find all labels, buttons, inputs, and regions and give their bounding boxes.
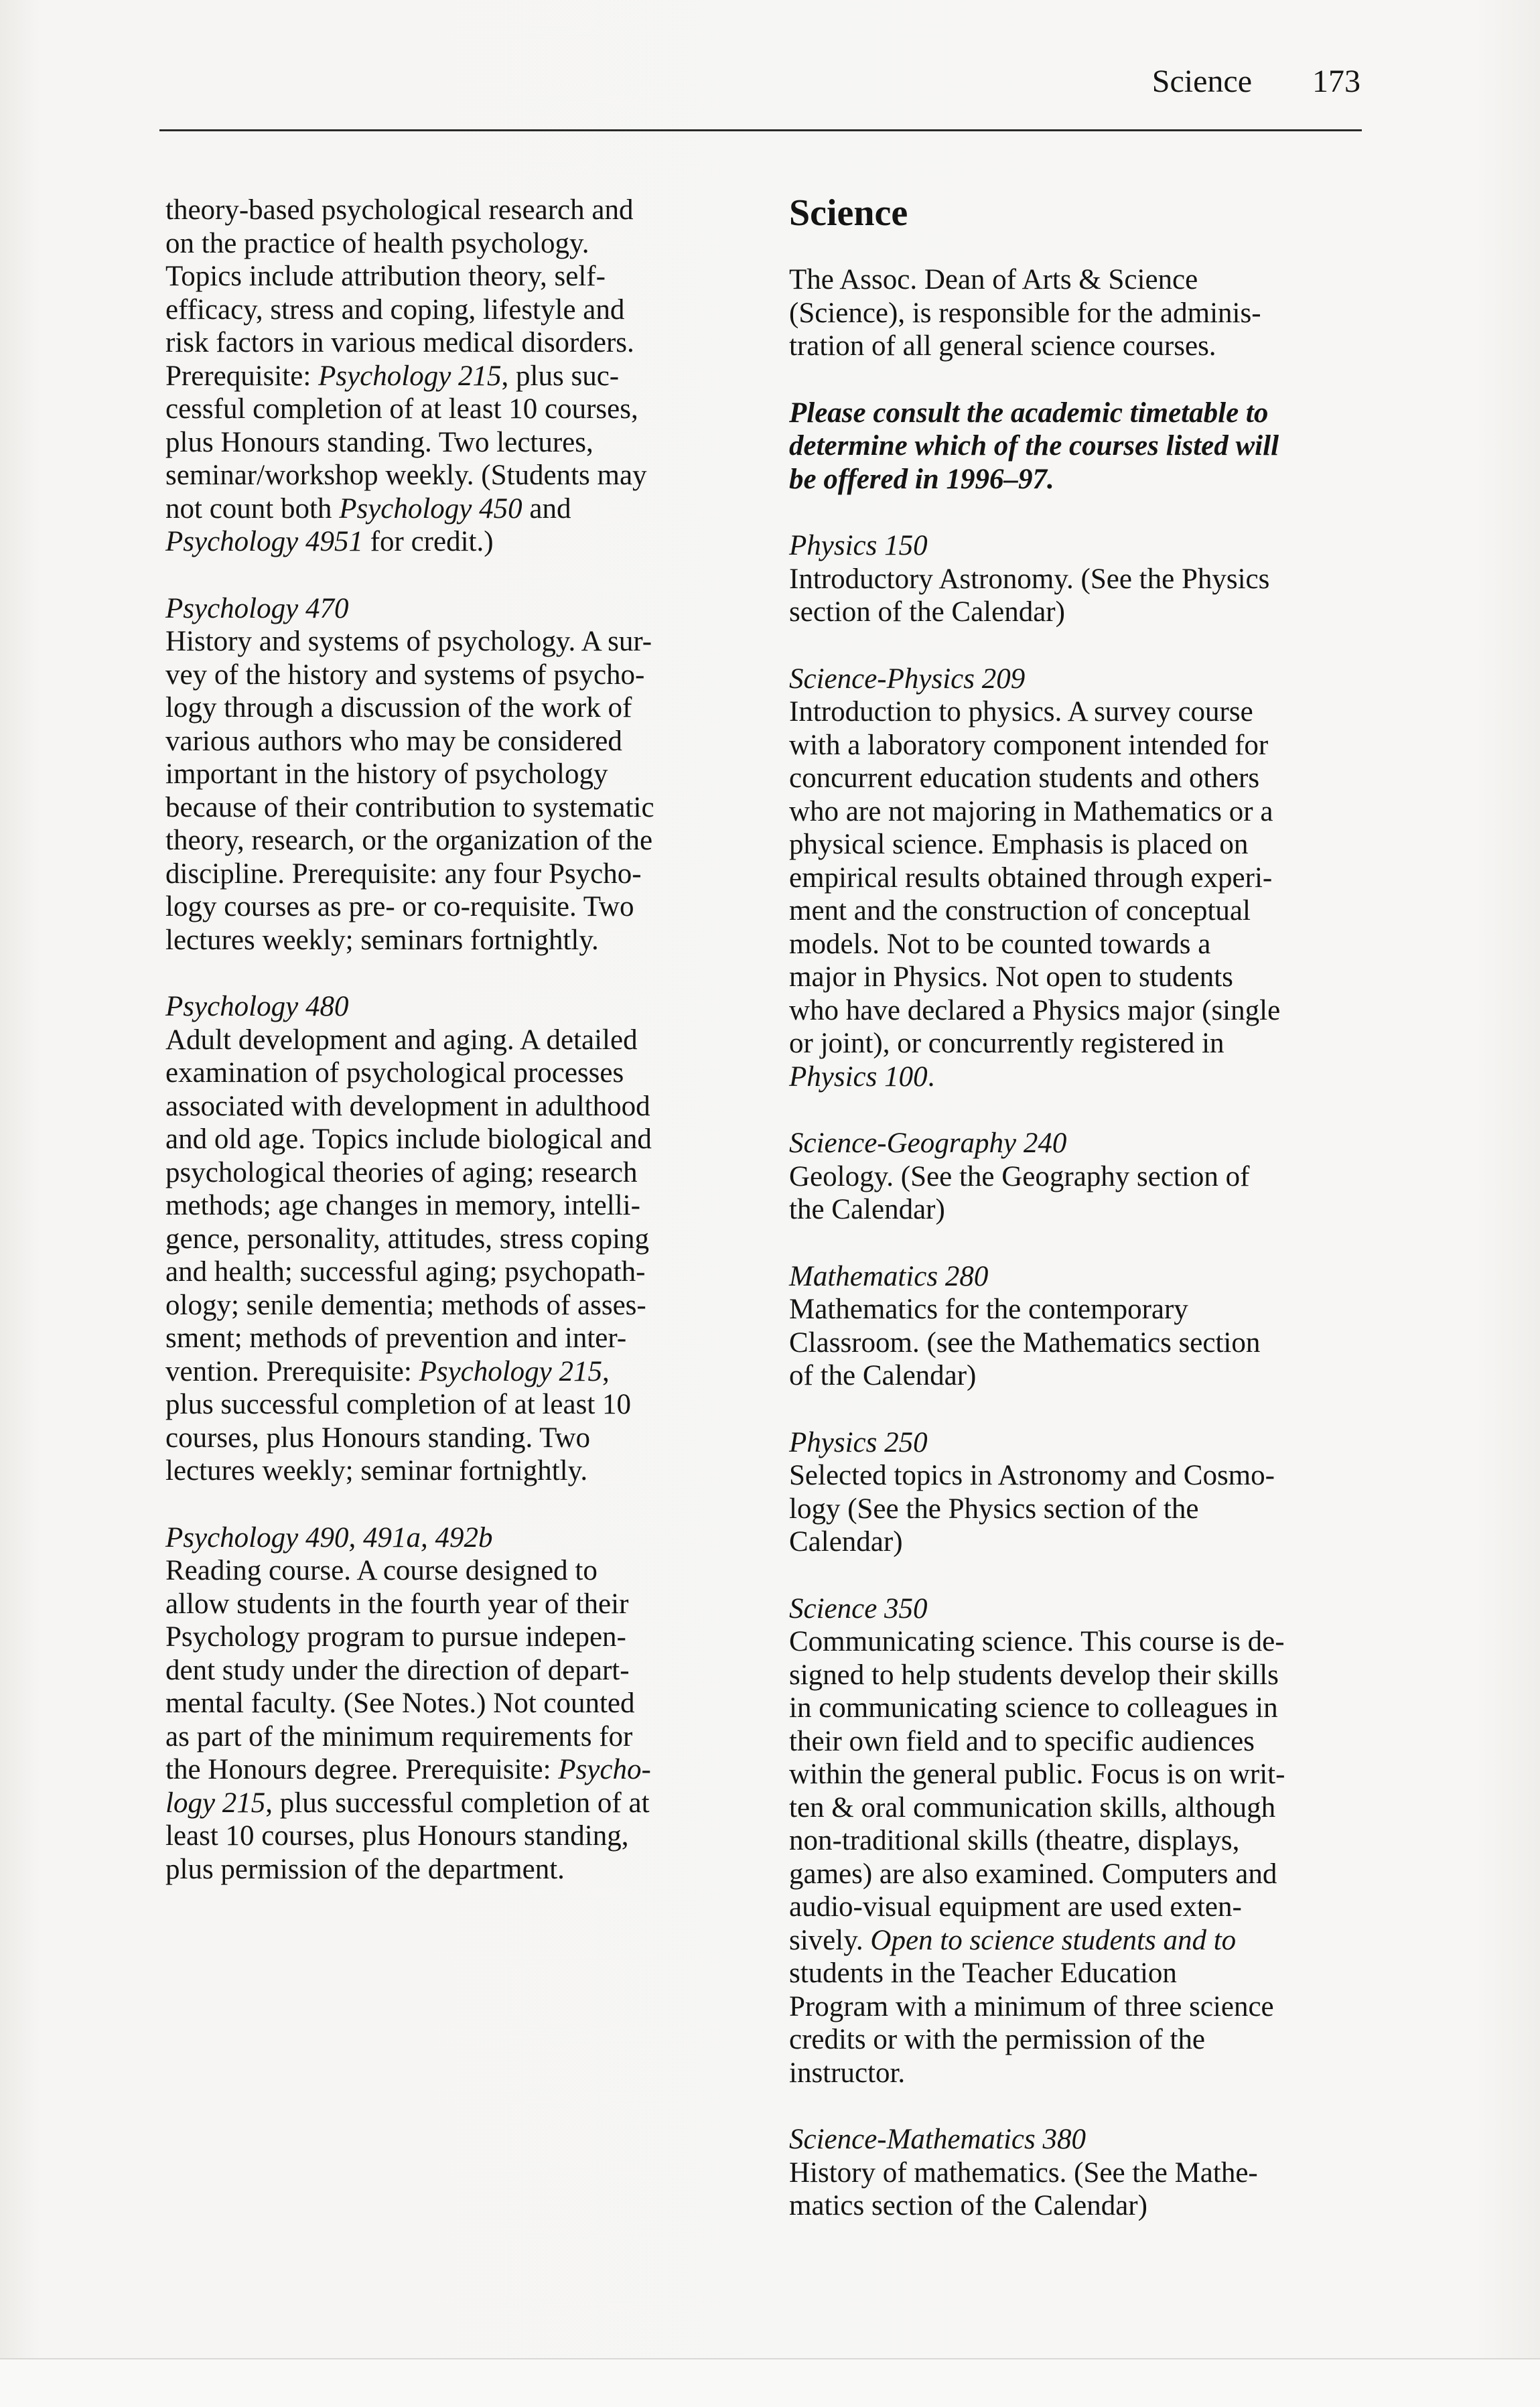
course-description-line: Introduction to physics. A survey course — [789, 696, 1253, 728]
course-description-line: models. Not to be counted towards a — [789, 928, 1211, 960]
course-description-line: examination of psychological processes — [165, 1057, 624, 1089]
course-title: Psychology 490, 491a, 492b — [165, 1521, 493, 1554]
course-description-line: plus permission of the department. — [165, 1853, 565, 1885]
course-entry — [165, 1521, 735, 1886]
course-title: Science-Physics 209 — [789, 663, 1026, 695]
course-title: Mathematics 280 — [789, 1260, 989, 1292]
intro-line: The Assoc. Dean of Arts & Science — [789, 264, 1198, 295]
course-description-line: audio-visual equipment are used exten- — [789, 1891, 1242, 1923]
course-description-line: Selected topics in Astronomy and Cosmo- — [789, 1460, 1275, 1491]
course-description-line: theory-based psychological research and — [165, 194, 634, 226]
course-description-line: of the Calendar) — [789, 1360, 977, 1391]
course-description-line: vey of the history and systems of psycho- — [165, 659, 645, 691]
course-entry — [789, 663, 1372, 1094]
course-description-line: the Calendar) — [789, 1194, 945, 1225]
course-description-line: Adult development and aging. A detailed — [165, 1024, 638, 1056]
course-description-line: who have declared a Physics major (single — [789, 994, 1281, 1026]
course-entry — [789, 2123, 1372, 2223]
course-description-line: plus successful completion of at least 10 — [165, 1389, 632, 1420]
course-description-line: signed to help students develop their skills — [789, 1659, 1279, 1691]
course-description-line: sively. Open to science students and to — [789, 1924, 1237, 1956]
course-description-line: with a laboratory component intended for — [789, 729, 1269, 761]
course-description-line: efficacy, stress and coping, lifestyle and — [165, 293, 625, 326]
notice-line: be offered in 1996–97. — [789, 463, 1054, 495]
course-description-line: courses, plus Honours standing. Two — [165, 1422, 590, 1454]
notice-line: Please consult the academic timetable to — [789, 397, 1269, 429]
header-section-title: Science — [1151, 64, 1252, 99]
course-entry — [789, 529, 1372, 629]
course-description-line: Physics 100. — [789, 1060, 935, 1093]
course-description-line: lectures weekly; seminar fortnightly. — [165, 1455, 588, 1487]
course-description-line: Geology. (See the Geography section of — [789, 1160, 1250, 1192]
intro-line: (Science), is responsible for the adminis- — [789, 297, 1261, 329]
course-description-line: mental faculty. (See Notes.) Not counted — [165, 1688, 635, 1719]
course-description-line: Mathematics for the contemporary — [789, 1294, 1188, 1325]
left-column — [165, 194, 735, 1886]
scan-bottom-edge — [0, 2358, 1540, 2407]
course-description-line: games) are also examined. Computers and — [789, 1858, 1277, 1890]
course-description-line: Prerequisite: Psychology 215, plus suc- — [165, 360, 620, 392]
course-description-line: physical science. Emphasis is placed on — [789, 829, 1249, 860]
course-description-line: methods; age changes in memory, intelli- — [165, 1190, 640, 1221]
course-description-line: or joint), or concurrently registered in — [789, 1028, 1224, 1059]
course-description-line: risk factors in various medical disorders. — [165, 327, 634, 358]
course-description-line: and old age. Topics include biological and — [165, 1123, 652, 1155]
course-description-line: allow students in the fourth year of their — [165, 1588, 629, 1620]
course-description-line: their own field and to specific audiences — [789, 1725, 1255, 1757]
course-description-line: who are not majoring in Mathematics or a — [789, 795, 1273, 827]
course-entry — [789, 1260, 1372, 1393]
course-description-line: logy through a discussion of the work of — [165, 692, 632, 724]
course-description-line: on the practice of health psychology. — [165, 227, 589, 259]
course-description-line: logy (See the Physics section of the — [789, 1493, 1199, 1525]
course-description-line: ten & oral communication skills, although — [789, 1791, 1276, 1824]
course-description-line: seminar/workshop weekly. (Students may — [165, 460, 647, 491]
course-title: Psychology 480 — [165, 991, 349, 1022]
course-description-line: theory, research, or the organization of the — [165, 825, 653, 856]
running-header — [1152, 62, 1360, 102]
course-description-line: students in the Teacher Education — [789, 1957, 1177, 1989]
course-entry — [789, 1127, 1372, 1227]
notice-line: determine which of the courses listed will — [789, 430, 1279, 462]
course-entry — [789, 1426, 1372, 1559]
course-description-line: lectures weekly; seminars fortnightly. — [165, 924, 599, 956]
course-description-line: Reading course. A course designed to — [165, 1555, 598, 1586]
course-description-line: Psychology program to pursue indepen- — [165, 1621, 626, 1653]
right-column — [789, 190, 1372, 2223]
course-description-line: Topics include attribution theory, self- — [165, 261, 606, 292]
bleed-through-ghost — [740, 201, 747, 234]
course-description-line: not count both Psychology 450 and — [165, 492, 571, 525]
course-description-line: least 10 courses, plus Honours standing, — [165, 1820, 629, 1852]
course-description-line: History of mathematics. (See the Mathe- — [789, 2156, 1258, 2189]
course-description-line: Communicating science. This course is de- — [789, 1626, 1285, 1657]
course-description-line: plus Honours standing. Two lectures, — [165, 426, 593, 458]
course-description-line: Psychology 4951 for credit.) — [165, 526, 494, 557]
course-entry — [165, 990, 735, 1488]
course-title: Science-Mathematics 380 — [789, 2124, 1086, 2155]
course-description-line: empirical results obtained through experi- — [789, 862, 1273, 894]
course-title: Physics 250 — [789, 1426, 928, 1458]
course-description-line: discipline. Prerequisite: any four Psycho- — [165, 857, 642, 890]
intro-line: tration of all general science courses. — [789, 330, 1216, 362]
course-entry — [165, 592, 735, 957]
course-description-line: logy 215, plus successful completion of at — [165, 1787, 650, 1819]
course-description-line: credits or with the permission of the — [789, 2024, 1205, 2055]
intro-paragraph — [789, 263, 1372, 363]
course-entry — [165, 194, 735, 559]
course-description-line: concurrent education students and others — [789, 762, 1260, 794]
course-description-line: ology; senile dementia; methods of asses- — [165, 1289, 646, 1321]
course-description-line: gence, personality, attitudes, stress coping — [165, 1223, 650, 1255]
course-description-line: major in Physics. Not open to students — [789, 961, 1233, 993]
course-list — [789, 529, 1372, 2223]
course-description-line: ment and the construction of conceptual — [789, 895, 1251, 926]
course-description-line: psychological theories of aging; research — [165, 1156, 638, 1188]
timetable-notice — [789, 397, 1372, 496]
course-entry — [789, 1592, 1372, 2090]
course-description-line: important in the history of psychology — [165, 758, 608, 790]
section-heading: Science — [789, 192, 908, 234]
course-description-line: in communicating science to colleagues in — [789, 1692, 1278, 1724]
header-rule — [159, 129, 1362, 131]
header-page-number: 173 — [1312, 64, 1360, 99]
course-description-line: associated with development in adulthood — [165, 1090, 650, 1122]
course-description-line: the Honours degree. Prerequisite: Psycho- — [165, 1754, 651, 1785]
course-description-line: matics section of the Calendar) — [789, 2190, 1147, 2221]
course-description-line: sment; methods of prevention and inter- — [165, 1322, 627, 1354]
course-description-line: History and systems of psychology. A sur- — [165, 626, 652, 657]
course-description-line: various authors who may be considered — [165, 725, 622, 757]
course-description-line: and health; successful aging; psychopath- — [165, 1256, 646, 1288]
course-title: Psychology 470 — [165, 592, 349, 624]
course-description-line: Introductory Astronomy. (See the Physics — [789, 563, 1270, 595]
course-description-line: dent study under the direction of depart- — [165, 1654, 630, 1686]
course-description-line: Program with a minimum of three science — [789, 1990, 1274, 2022]
course-description-line: cessful completion of at least 10 courses, — [165, 393, 638, 425]
course-description-line: section of the Calendar) — [789, 596, 1065, 628]
course-title: Science 350 — [789, 1592, 928, 1625]
course-description-line: Calendar) — [789, 1526, 903, 1558]
course-description-line: Classroom. (see the Mathematics section — [789, 1326, 1261, 1359]
course-title: Science-Geography 240 — [789, 1127, 1067, 1159]
course-description-line: because of their contribution to systematic — [165, 791, 654, 823]
course-description-line: within the general public. Focus is on writ- — [789, 1759, 1285, 1790]
course-description-line: instructor. — [789, 2057, 906, 2089]
course-description-line: as part of the minimum requirements for — [165, 1720, 633, 1752]
course-description-line: non-traditional skills (theatre, displays, — [789, 1825, 1240, 1856]
course-description-line: vention. Prerequisite: Psychology 215, — [165, 1355, 610, 1387]
course-description-line: logy courses as pre- or co-requisite. Two — [165, 891, 634, 922]
course-title: Physics 150 — [789, 530, 928, 561]
